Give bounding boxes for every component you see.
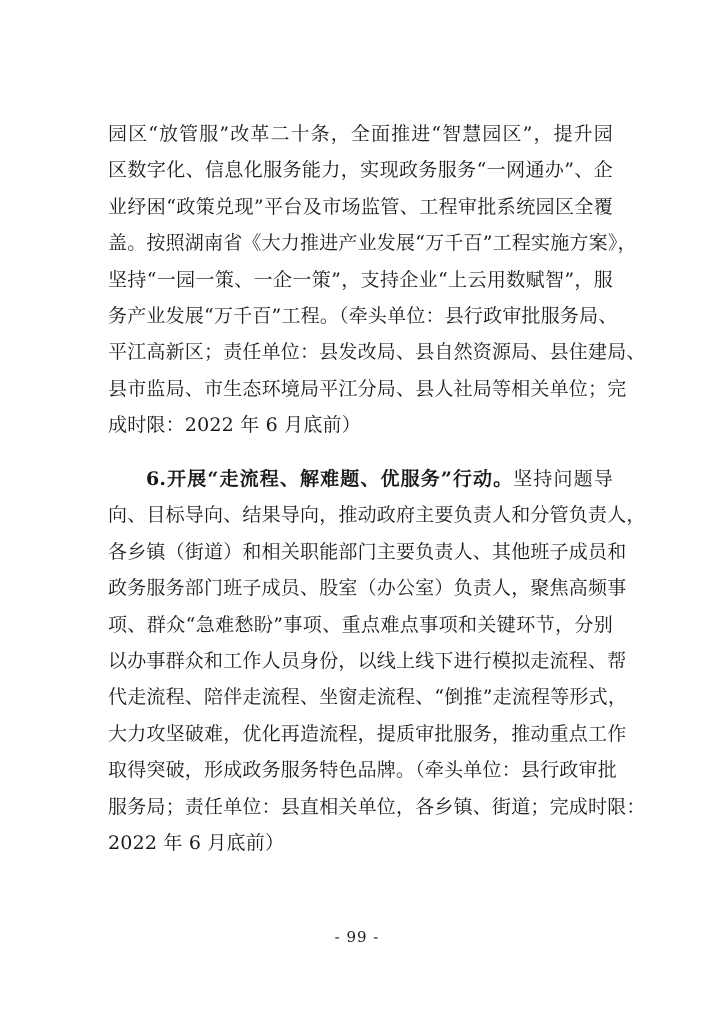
text-line: 项、群众“急难愁盼”事项、重点难点事项和关键环节，分别 — [108, 613, 613, 636]
text-line: 政务服务部门班子成员、股室（办公室）负责人，聚焦高频事 — [108, 577, 627, 600]
text-line: 盖。按照湖南省《大力推进产业发展“万千百”工程实施方案》， — [108, 232, 637, 255]
paragraph-1 — [108, 116, 646, 444]
section-heading: 6.开展“走流程、解难题、优服务”行动。 — [146, 468, 514, 490]
text-line: 各乡镇（街道）和相关职能部门主要负责人、其他班子成员和 — [108, 540, 627, 563]
text-line: 业纾困“政策兑现”平台及市场监管、工程审批系统园区全覆 — [108, 195, 613, 218]
text-line: 园区“放管服”改革二十条，全面推进“智慧园区”，提升园 — [108, 123, 613, 145]
text-line: 以办事群众和工作人员身份，以线上线下进行模拟走流程、帮 — [108, 649, 627, 672]
text-line: 向、目标导向、结果导向，推动政府主要负责人和分管负责人， — [108, 504, 646, 527]
text-line: 代走流程、陪伴走流程、坐窗走流程、“倒推”走流程等形式， — [108, 686, 628, 709]
text-line: 大力攻坚破难，优化再造流程，提质审批服务，推动重点工作 — [108, 722, 627, 745]
paragraph-2 — [108, 461, 646, 861]
text-line: 县市监局、市生态环境局平江分局、县人社局等相关单位；完 — [108, 377, 627, 400]
text-line: 成时限：2022 年 6 月底前） — [108, 414, 361, 437]
text-line: 区数字化、信息化服务能力，实现政务服务“一网通办”、企 — [108, 159, 613, 182]
page-number: - 99 - — [334, 928, 380, 946]
text-line: 平江高新区；责任单位：县发改局、县自然资源局、县住建局、 — [108, 341, 646, 364]
text-line: 2022 年 6 月底前） — [108, 831, 285, 854]
text-line: 取得突破，形成政务服务特色品牌。（牵头单位：县行政审批 — [108, 759, 617, 782]
text-line: 务产业发展“万千百”工程。（牵头单位：县行政审批服务局、 — [108, 304, 618, 327]
text-line: 坚持“一园一策、一企一策”，支持企业“上云用数赋智”，服 — [108, 268, 613, 291]
paragraph-first-line — [108, 461, 613, 497]
heading-continuation: 坚持问题导 — [513, 468, 613, 490]
text-line: 服务局；责任单位：县直相关单位，各乡镇、街道；完成时限： — [108, 795, 646, 818]
